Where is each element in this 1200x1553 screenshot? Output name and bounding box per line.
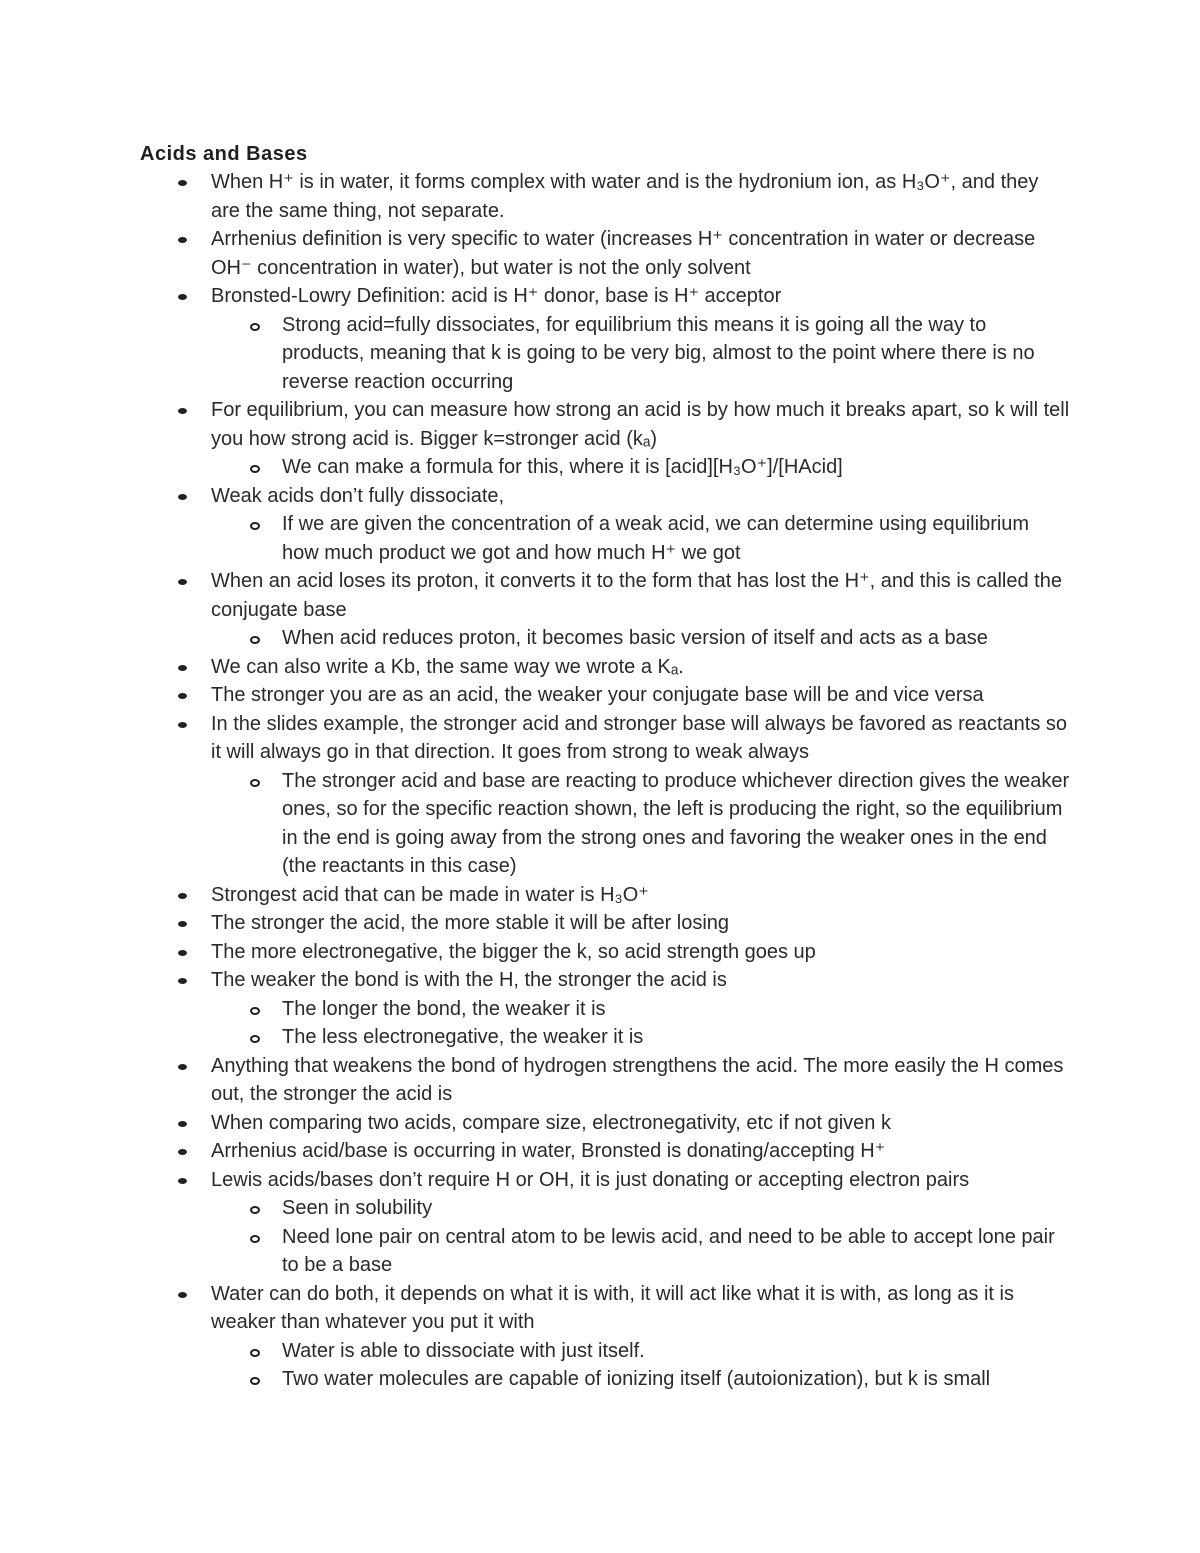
- bullet-item: Arrhenius acid/base is occurring in water, Bronsted is donating/accepting H⁺: [140, 1137, 1070, 1166]
- bullet-item: Strongest acid that can be made in water is H₃O⁺: [140, 881, 1070, 910]
- bullet-item: Arrhenius definition is very specific to water (increases H⁺ concentration in water or decrease OH⁻ concentration in water), but water is not the only solvent: [140, 225, 1070, 282]
- bullet-item: We can also write a Kb, the same way we wrote a Kₐ.: [140, 653, 1070, 682]
- sub-bullet-item: Two water molecules are capable of ionizing itself (autoionization), but k is small: [140, 1365, 1070, 1394]
- bullet-item: When an acid loses its proton, it converts it to the form that has lost the H⁺, and this is called the conjugate base: [140, 567, 1070, 624]
- sub-bullet-item: We can make a formula for this, where it is [acid][H₃O⁺]/[HAcid]: [140, 453, 1070, 482]
- bullet-list: [140, 168, 1070, 1394]
- bullet-item: Anything that weakens the bond of hydrogen strengthens the acid. The more easily the H comes out, the stronger the acid is: [140, 1052, 1070, 1109]
- sub-bullet-item: Seen in solubility: [140, 1194, 1070, 1223]
- bullet-item: Bronsted-Lowry Definition: acid is H⁺ donor, base is H⁺ acceptor: [140, 282, 1070, 311]
- bullet-item: When H⁺ is in water, it forms complex with water and is the hydronium ion, as H₃O⁺, and they are the same thing, not separate.: [140, 168, 1070, 225]
- bullet-item: For equilibrium, you can measure how strong an acid is by how much it breaks apart, so k will tell you how strong acid is. Bigger k=stronger acid (kₐ): [140, 396, 1070, 453]
- bullet-item: The weaker the bond is with the H, the stronger the acid is: [140, 966, 1070, 995]
- bullet-item: The more electronegative, the bigger the k, so acid strength goes up: [140, 938, 1070, 967]
- bullet-item: The stronger you are as an acid, the weaker your conjugate base will be and vice versa: [140, 681, 1070, 710]
- sub-bullet-item: The less electronegative, the weaker it is: [140, 1023, 1070, 1052]
- document-heading: Acids and Bases: [140, 143, 308, 165]
- sub-bullet-item: Water is able to dissociate with just itself.: [140, 1337, 1070, 1366]
- bullet-item: When comparing two acids, compare size, electronegativity, etc if not given k: [140, 1109, 1070, 1138]
- bullet-item: In the slides example, the stronger acid and stronger base will always be favored as reactants so it will always go in that direction. It goes from strong to weak always: [140, 710, 1070, 767]
- sub-bullet-item: If we are given the concentration of a weak acid, we can determine using equilibrium how much product we got and how much H⁺ we got: [140, 510, 1070, 567]
- bullet-item: Water can do both, it depends on what it is with, it will act like what it is with, as long as it is weaker than whatever you put it with: [140, 1280, 1070, 1337]
- sub-bullet-item: Strong acid=fully dissociates, for equilibrium this means it is going all the way to products, meaning that k is going to be very big, almost to the point where there is no reverse reaction occurring: [140, 311, 1070, 397]
- bullet-item: The stronger the acid, the more stable it will be after losing: [140, 909, 1070, 938]
- bullet-item: Lewis acids/bases don’t require H or OH, it is just donating or accepting electron pairs: [140, 1166, 1070, 1195]
- sub-bullet-item: When acid reduces proton, it becomes basic version of itself and acts as a base: [140, 624, 1070, 653]
- document-body: [140, 140, 1070, 1394]
- sub-bullet-item: The stronger acid and base are reacting to produce whichever direction gives the weaker ones, so for the specific reaction shown, the left is producing the right, so the equilibrium in the end is going away from the strong ones and favoring the weaker ones in the end (the reactants in this case): [140, 767, 1070, 881]
- bullet-item: Weak acids don’t fully dissociate,: [140, 482, 1070, 511]
- sub-bullet-item: Need lone pair on central atom to be lewis acid, and need to be able to accept lone pair to be a base: [140, 1223, 1070, 1280]
- sub-bullet-item: The longer the bond, the weaker it is: [140, 995, 1070, 1024]
